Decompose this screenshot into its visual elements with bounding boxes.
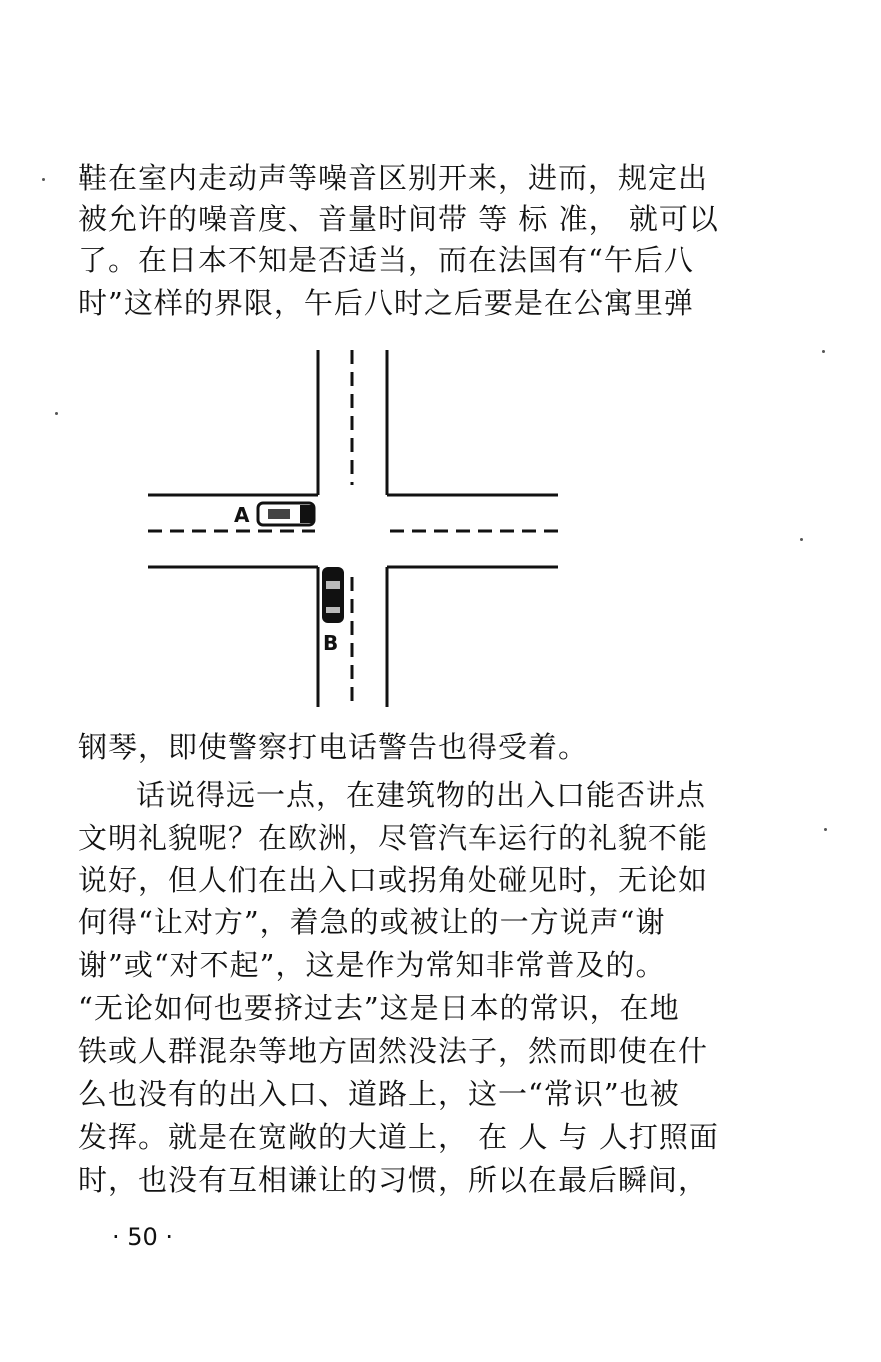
text-line: 谢”或“对不起”，这是作为常知非常普及的。	[78, 948, 666, 982]
text-line: 么也没有的出入口、道路上，这一“常识”也被	[78, 1077, 680, 1111]
text-line: 发挥。就是在宽敞的大道上， 在 人 与 人打照面	[78, 1120, 719, 1154]
car-a-label: A	[234, 503, 250, 527]
text-line: 文明礼貌呢？在欧洲，尽管汽车运行的礼貌不能	[78, 821, 709, 855]
text-line: 铁或人群混杂等地方固然没法子，然而即使在什	[78, 1034, 709, 1068]
scan-speck	[822, 350, 825, 353]
scan-speck	[42, 178, 45, 181]
text-line: 钢琴，即使警察打电话警告也得受着。	[78, 730, 589, 764]
car-b	[322, 567, 344, 623]
text-line: 被允许的噪音度、音量时间带 等 标 准， 就可以	[78, 202, 719, 236]
text-line: 鞋在室内走动声等噪音区别开来，进而，规定出	[78, 161, 709, 195]
text-line: 时”这样的界限，午后八时之后要是在公寓里弹	[78, 286, 694, 320]
text-line: 说好，但人们在出入口或拐角处碰见时，无论如	[78, 863, 709, 897]
text-line: 何得“让对方”，着急的或被让的一方说声“谢	[78, 905, 666, 939]
text-line: 了。在日本不知是否适当，而在法国有“午后八	[78, 243, 694, 277]
text-line: 时，也没有互相谦让的习惯，所以在最后瞬间，	[78, 1163, 709, 1197]
car-b-label: B	[323, 631, 339, 655]
scan-speck	[824, 828, 827, 831]
scan-speck	[55, 412, 58, 415]
text-line: “无论如何也要挤过去”这是日本的常识，在地	[78, 991, 680, 1025]
lane-markings	[148, 350, 558, 707]
scan-speck	[800, 538, 803, 541]
page-number: · 50 ·	[112, 1223, 174, 1251]
car-a	[258, 503, 314, 525]
intersection-diagram	[140, 345, 570, 715]
text-line: 话说得远一点，在建筑物的出入口能否讲点	[136, 778, 707, 812]
